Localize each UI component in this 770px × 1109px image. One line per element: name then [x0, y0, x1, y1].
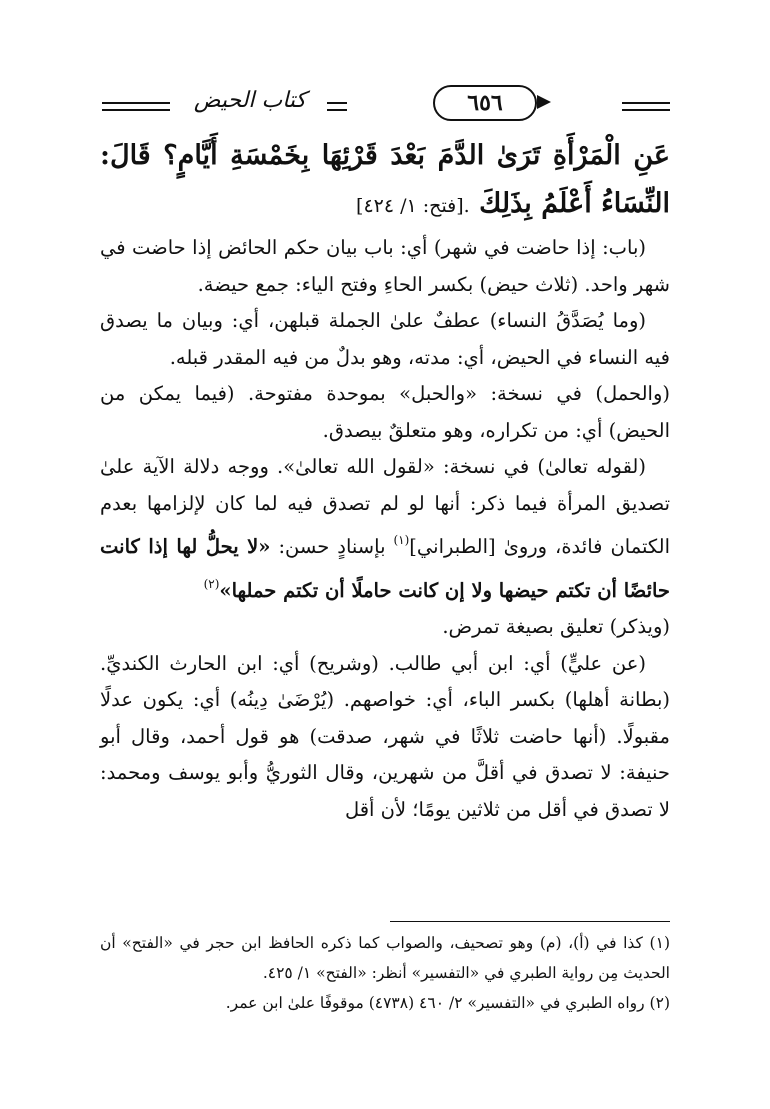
quoted-text-reference: .[فتح: ١/ ٤٢٤]	[356, 195, 470, 217]
book-title: كتاب الحيض	[193, 88, 307, 113]
page-number-badge	[352, 84, 618, 122]
page-number: ٦٥٦	[433, 85, 537, 121]
page-header	[102, 84, 670, 124]
paragraph-2: (وما يُصَدَّقُ النساء) عطفٌ علىٰ الجملة قبلهن، أي: وبيان ما يصدق فيه النساء في الحيض، أي: مدته، وهو بدلٌ من فيه المقدر قبله.	[100, 309, 670, 369]
hadith-quote: «لا يحلُّ لها إذا كانت حائضًا أن تكتم حيضها ولا إن كانت حاملًا أن تكتم حملها»	[100, 535, 670, 602]
footnote-marker-1: (١)	[393, 533, 410, 547]
page-body	[100, 132, 670, 828]
paragraph-1: (باب: إذا حاضت في شهر) أي: باب بيان حكم الحائض إذا حاضت في شهر واحد. (ثلاث حيض) بكسر الحاءِ وفتح الياء: جمع حيضة.	[100, 236, 670, 296]
paragraph-6: (عن عليٍّ) أي: ابن أبي طالب. (وشريح) أي: ابن الحارث الكنديِّ. (بطانة أهلها) بكسر الباء، أي: خواصهم. (يُرْضَىٰ دِينُه) أي: يكون عدلًا مقبولًا. (أنها حاضت ثلاثًا في شهر، صدقت) هو قول أحمد، وقال أبو حنيفة: لا تصدق في أقلَّ من شهرين، وقال الثوريُّ وأبو يوسف ومحمد: لا تصدق في أقل من ثلاثين يومًا؛ لأن أقل	[100, 651, 670, 821]
footnote-2: (٢) رواه الطبري في «التفسير» ٢/ ٤٦٠ (٤٧٣٨) موقوفًا علىٰ ابن عمر.	[225, 994, 670, 1012]
header-rule-left	[102, 102, 170, 111]
paragraph-5: (ويذكر) تعليق بصيغة تمرض.	[442, 615, 670, 638]
quoted-text	[100, 132, 670, 230]
footnote-marker-2: (٢)	[203, 576, 220, 591]
paragraph-3: (والحمل) في نسخة: «والحبل» بموحدة مفتوحة. (فيما يمكن من الحيض) أي: من تكراره، وهو متعلقٌ بيصدق.	[100, 382, 670, 442]
paragraph-4	[100, 449, 670, 609]
paragraph-4-text-b: بإسنادٍ حسن:	[270, 535, 394, 558]
footnote-1: (١) كذا في (أ)، (م) وهو تصحيف، والصواب كما ذكره الحافظ ابن حجر في «الفتح» أن الحديث مِن رواية الطبري في «التفسير» أنظر: «الفتح» ١/ ٤٢٥.	[100, 934, 670, 982]
footnote-separator	[390, 921, 670, 922]
header-rule-middle	[327, 102, 347, 111]
header-rule-right	[622, 102, 670, 111]
quoted-text-body: عَنِ الْمَرْأَةِ تَرَىٰ الدَّمَ بَعْدَ قَرْئِهَا بِخَمْسَةِ أَيَّامٍ؟ قَالَ: النِّسَاءُ أَعْلَمُ بِذَلِكَ	[100, 140, 670, 219]
footnotes	[100, 928, 670, 1018]
paragraph-4-text-a: (لقوله تعالىٰ) في نسخة: «لقول الله تعالىٰ». ووجه دلالة الآية علىٰ تصديق المرأة فيما ذكر: أنها لو لم تصدق فيه لما كان لإلزامها بعدم الكتمان فائدة، وروىٰ [الطبراني]	[100, 455, 670, 558]
